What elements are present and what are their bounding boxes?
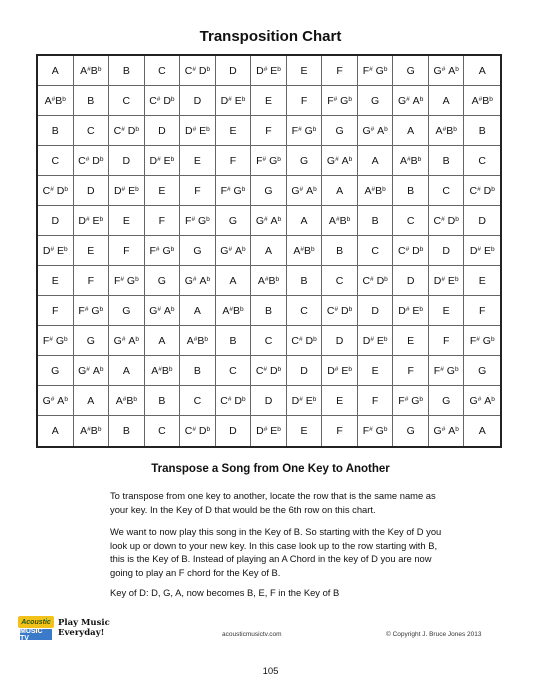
chart-cell: F # G $^b$ — [109, 266, 145, 296]
chart-cell: G — [322, 116, 358, 146]
chart-cell: B — [429, 146, 465, 176]
chart-cell: F — [180, 176, 216, 206]
chart-cell: F # G $^b$ — [251, 146, 287, 176]
logo-music-tv-text: MUSIC TV — [20, 629, 52, 640]
chart-cell: G # A $^b$ — [429, 56, 465, 86]
chart-cell: C # D $^b$ — [464, 176, 500, 206]
chart-cell: F — [322, 56, 358, 86]
chart-cell: F # G $^b$ — [393, 386, 429, 416]
chart-cell: A # B $^b$ — [322, 206, 358, 236]
chart-cell: C — [180, 386, 216, 416]
chart-cell: C — [322, 266, 358, 296]
chart-cell: D # E $^b$ — [216, 86, 252, 116]
chart-cell: E — [464, 266, 500, 296]
chart-cell: G # A $^b$ — [464, 386, 500, 416]
chart-cell: B — [38, 116, 74, 146]
chart-cell: C # D $^b$ — [180, 416, 216, 446]
chart-cell: A — [216, 266, 252, 296]
chart-cell: D # E $^b$ — [393, 296, 429, 326]
chart-cell: G # A $^b$ — [429, 416, 465, 446]
chart-cell: F — [358, 386, 394, 416]
page-number: 105 — [262, 666, 279, 677]
logo-badge — [18, 614, 54, 648]
chart-cell: C # D $^b$ — [358, 266, 394, 296]
chart-cell: E — [109, 206, 145, 236]
logo-tagline — [58, 618, 128, 638]
footer-website: acousticmusictv.com — [222, 631, 282, 638]
logo-tagline-line-2: Everyday! — [58, 628, 105, 638]
chart-cell: F — [393, 356, 429, 386]
chart-cell: A — [145, 326, 181, 356]
chart-cell: E — [251, 86, 287, 116]
chart-cell: F # G $^b$ — [145, 236, 181, 266]
chart-cell: B — [322, 236, 358, 266]
chart-cell: D # E $^b$ — [180, 116, 216, 146]
chart-cell: D — [216, 56, 252, 86]
chart-cell: B — [251, 296, 287, 326]
chart-cell: C — [251, 326, 287, 356]
footer-copyright: © Copyright J. Bruce Jones 2013 — [386, 631, 482, 638]
instruction-paragraph-1: To transpose from one key to another, locate the row that is the same name as your key. In the Key of D that would be the 6th row on this chart. — [110, 490, 436, 515]
chart-cell: G — [109, 296, 145, 326]
chart-cell: G # A $^b$ — [251, 206, 287, 236]
chart-cell: C — [74, 116, 110, 146]
chart-cell: F # G $^b$ — [429, 356, 465, 386]
chart-cell: G # A $^b$ — [393, 86, 429, 116]
chart-cell: F — [464, 296, 500, 326]
chart-cell: C # D $^b$ — [145, 86, 181, 116]
chart-cell: F — [145, 206, 181, 236]
chart-cell: G — [38, 356, 74, 386]
chart-cell: A — [180, 296, 216, 326]
chart-cell: G # A $^b$ — [287, 176, 323, 206]
chart-cell: G # A $^b$ — [38, 386, 74, 416]
chart-cell: G # A $^b$ — [322, 146, 358, 176]
chart-cell: B — [74, 86, 110, 116]
chart-cell: G — [74, 326, 110, 356]
page-title: Transposition Chart — [199, 28, 342, 45]
chart-cell: E — [216, 116, 252, 146]
chart-cell: F # G $^b$ — [358, 56, 394, 86]
chart-cell: D # E $^b$ — [287, 386, 323, 416]
chart-cell: C — [145, 56, 181, 86]
chart-cell: E — [358, 356, 394, 386]
chart-cell: D — [287, 356, 323, 386]
chart-cell: F # G $^b$ — [322, 86, 358, 116]
chart-cell: E — [180, 146, 216, 176]
chart-cell: F # G $^b$ — [74, 296, 110, 326]
chart-cell: D # E $^b$ — [145, 146, 181, 176]
chart-cell: G — [251, 176, 287, 206]
chart-cell: F # G $^b$ — [38, 326, 74, 356]
chart-cell: D # E $^b$ — [464, 236, 500, 266]
chart-cell: A # B $^b$ — [180, 326, 216, 356]
chart-cell: G — [464, 356, 500, 386]
chart-cell: G — [180, 236, 216, 266]
chart-cell: D — [180, 86, 216, 116]
chart-cell: B — [216, 326, 252, 356]
chart-cell: G # A $^b$ — [145, 296, 181, 326]
chart-cell: F — [429, 326, 465, 356]
chart-cell: G — [287, 146, 323, 176]
chart-cell: D — [464, 206, 500, 236]
chart-cell: A — [287, 206, 323, 236]
chart-cell: A — [358, 146, 394, 176]
chart-cell: G — [393, 416, 429, 446]
chart-cell: D — [322, 326, 358, 356]
chart-cell: G — [429, 386, 465, 416]
chart-cell: F — [287, 86, 323, 116]
chart-cell: A — [429, 86, 465, 116]
chart-cell: A — [251, 236, 287, 266]
chart-cell: D — [109, 146, 145, 176]
chart-cell: A # B $^b$ — [216, 296, 252, 326]
chart-cell: D — [145, 116, 181, 146]
chart-cell: A # B $^b$ — [74, 56, 110, 86]
chart-cell: B — [145, 386, 181, 416]
chart-cell: B — [109, 56, 145, 86]
chart-cell: F — [74, 266, 110, 296]
chart-cell: B — [109, 416, 145, 446]
chart-cell: B — [358, 206, 394, 236]
chart-cell: G # A $^b$ — [180, 266, 216, 296]
chart-cell: F — [322, 416, 358, 446]
chart-cell: G # A $^b$ — [74, 356, 110, 386]
chart-cell: B — [393, 176, 429, 206]
chart-cell: A # B $^b$ — [251, 266, 287, 296]
chart-cell: E — [74, 236, 110, 266]
chart-cell: C — [393, 206, 429, 236]
chart-cell: D — [358, 296, 394, 326]
chart-cell: G # A $^b$ — [358, 116, 394, 146]
chart-cell: C — [358, 236, 394, 266]
chart-cell: E — [393, 326, 429, 356]
chart-cell: A — [393, 116, 429, 146]
chart-cell: C # D $^b$ — [38, 176, 74, 206]
chart-cell: A # B $^b$ — [38, 86, 74, 116]
chart-cell: G — [216, 206, 252, 236]
chart-cell: D # E $^b$ — [358, 326, 394, 356]
chart-cell: F # G $^b$ — [464, 326, 500, 356]
chart-cell: A — [478, 425, 486, 437]
chart-cell: C # D $^b$ — [429, 206, 465, 236]
chart-cell: D — [251, 386, 287, 416]
chart-cell: A # B $^b$ — [74, 416, 110, 446]
chart-cell: C # D $^b$ — [393, 236, 429, 266]
chart-cell: C # D $^b$ — [216, 386, 252, 416]
chart-cell: E — [322, 386, 358, 416]
chart-cell: B — [180, 356, 216, 386]
chart-cell: A — [322, 176, 358, 206]
chart-cell: A # B $^b$ — [145, 356, 181, 386]
chart-cell: D — [216, 416, 252, 446]
chart-cell: A # B $^b$ — [464, 86, 500, 116]
chart-cell: D — [74, 176, 110, 206]
chart-cell: C — [145, 416, 181, 446]
transposition-grid — [36, 54, 502, 448]
chart-cell: G — [358, 86, 394, 116]
chart-cell: C # D $^b$ — [251, 356, 287, 386]
chart-cell: C # D $^b$ — [74, 146, 110, 176]
chart-cell: A # B $^b$ — [429, 116, 465, 146]
chart-cell: C # D $^b$ — [322, 296, 358, 326]
chart-cell: G # A $^b$ — [109, 326, 145, 356]
chart-cell: A # B $^b$ — [358, 176, 394, 206]
chart-cell: C # D $^b$ — [287, 326, 323, 356]
chart-cell: F # G $^b$ — [287, 116, 323, 146]
section-heading: Transpose a Song from One Key to Another — [151, 463, 390, 475]
chart-cell: G # A $^b$ — [216, 236, 252, 266]
chart-cell: G — [393, 56, 429, 86]
chart-cell: D # E $^b$ — [38, 236, 74, 266]
chart-cell: A # B $^b$ — [109, 386, 145, 416]
chart-cell: B — [464, 116, 500, 146]
chart-cell: A — [464, 56, 500, 86]
chart-cell: C — [429, 176, 465, 206]
instruction-paragraph-2: We want to now play this song in the Key of B. So starting with the Key of D you look up or down to your new key. In this case look up to the row starting with B, this is the Key of B. Instead of playing an A Chord in the key of D you are now going to play an F chord for the Key of B. — [110, 526, 442, 578]
chart-cell: F # G $^b$ — [180, 206, 216, 236]
chart-cell: F # G $^b$ — [216, 176, 252, 206]
chart-cell: D — [393, 266, 429, 296]
chart-cell: D # E $^b$ — [74, 206, 110, 236]
chart-cell: D # E $^b$ — [429, 266, 465, 296]
chart-cell: F — [251, 116, 287, 146]
acoustic-music-tv-logo — [18, 614, 128, 652]
chart-cell: B — [287, 266, 323, 296]
instruction-paragraph-3: Key of D: D, G, A, now becomes B, E, F in the Key of B — [110, 587, 340, 598]
chart-cell: A # B $^b$ — [287, 236, 323, 266]
chart-cell: C — [464, 146, 500, 176]
chart-cell: F # G $^b$ — [358, 416, 394, 446]
chart-cell: C — [287, 296, 323, 326]
chart-cell: E — [429, 296, 465, 326]
logo-acoustic-text: Acoustic — [18, 616, 54, 628]
chart-cell: D # E $^b$ — [251, 56, 287, 86]
chart-cell: A — [74, 386, 110, 416]
chart-cell: A — [109, 356, 145, 386]
chart-cell: C — [216, 356, 252, 386]
chart-cell: F — [38, 296, 74, 326]
chart-cell: D # E $^b$ — [109, 176, 145, 206]
chart-cell: G — [145, 266, 181, 296]
chart-cell: D # E $^b$ — [322, 356, 358, 386]
chart-cell: A # B $^b$ — [393, 146, 429, 176]
chart-cell: C # D $^b$ — [109, 116, 145, 146]
chart-cell: C — [109, 86, 145, 116]
chart-cell: E — [287, 56, 323, 86]
chart-cell: F — [216, 146, 252, 176]
chart-cell: F — [109, 236, 145, 266]
chart-cell: A — [38, 56, 74, 86]
chart-cell: D — [38, 206, 74, 236]
chart-cell: D — [429, 236, 465, 266]
chart-cell: E — [145, 176, 181, 206]
chart-cell: C # D $^b$ — [180, 56, 216, 86]
logo-tagline-line-1: Play Music — [58, 618, 110, 628]
chart-cell: A — [38, 416, 74, 446]
chart-cell: C — [38, 146, 74, 176]
chart-cell: E — [287, 416, 323, 446]
chart-cell: E — [38, 266, 74, 296]
chart-cell: D # E $^b$ — [251, 416, 287, 446]
